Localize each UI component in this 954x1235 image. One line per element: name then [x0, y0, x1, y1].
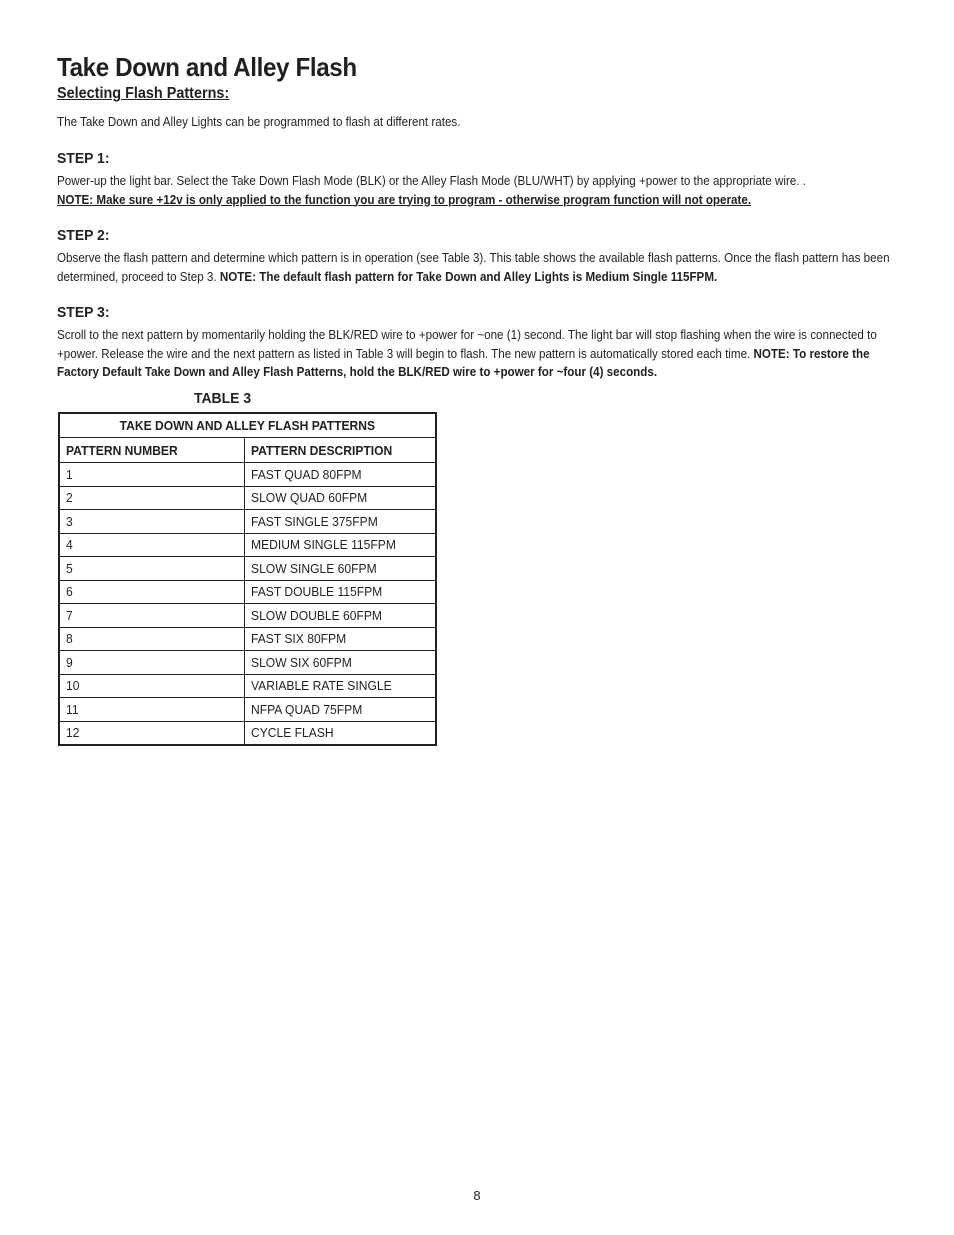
step-2-text	[57, 249, 894, 286]
step-2-note: NOTE: The default flash pattern for Take Down and Alley Lights is Medium Single 115FPM.	[219, 269, 718, 284]
step-2-heading: STEP 2:	[57, 227, 110, 244]
table-row	[59, 463, 436, 487]
step-1-heading: STEP 1:	[57, 150, 110, 167]
step-3-text	[57, 326, 894, 382]
table-row	[59, 510, 436, 534]
section-subtitle: Selecting Flash Patterns:	[57, 85, 230, 102]
table-row	[59, 627, 436, 651]
pattern-number-cell: 5	[59, 557, 245, 581]
pattern-number-cell: 6	[59, 580, 245, 604]
step-1-section	[57, 149, 897, 209]
pattern-description-cell: FAST QUAD 80FPM	[245, 463, 437, 487]
column-header-pattern-description: PATTERN DESCRIPTION	[245, 438, 437, 463]
pattern-number-cell: 7	[59, 604, 245, 628]
table-header: TAKE DOWN AND ALLEY FLASH PATTERNS	[59, 413, 436, 438]
table-row	[59, 698, 436, 722]
pattern-number-cell: 9	[59, 651, 245, 675]
table-row	[59, 604, 436, 628]
step-3-section	[57, 303, 897, 382]
table-caption: TABLE 3	[194, 390, 252, 407]
pattern-description-cell: VARIABLE RATE SINGLE	[245, 674, 437, 698]
pattern-number-cell: 12	[59, 721, 245, 745]
flash-patterns-table	[58, 412, 437, 746]
pattern-description-cell: SLOW SINGLE 60FPM	[245, 557, 437, 581]
pattern-description-cell: MEDIUM SINGLE 115FPM	[245, 533, 437, 557]
step-3-note: NOTE: To restore the Factory Default Take Down and Alley Flash Patterns, hold the BLK/RED wire to +power for ~four (4) seconds.	[57, 346, 870, 379]
step-1-note: NOTE: Make sure +12v is only applied to the function you are trying to program - otherwise program function will not operate.	[57, 192, 752, 207]
pattern-description-cell: FAST SINGLE 375FPM	[245, 510, 437, 534]
pattern-description-cell: SLOW SIX 60FPM	[245, 651, 437, 675]
step-3-body: Scroll to the next pattern by momentarily holding the BLK/RED wire to +power for ~one (1) second. The light bar will stop flashing when the wire is connected to +power. Release the wire and the next pattern as listed in Table 3 will begin to flash. The new pattern is automatically stored each time.	[57, 328, 877, 361]
pattern-number-cell: 4	[59, 533, 245, 557]
pattern-description-cell: SLOW QUAD 60FPM	[245, 486, 437, 510]
pattern-description-cell: CYCLE FLASH	[245, 721, 437, 745]
pattern-number-cell: 1	[59, 463, 245, 487]
pattern-description-cell: SLOW DOUBLE 60FPM	[245, 604, 437, 628]
pattern-number-cell: 11	[59, 698, 245, 722]
step-2-section	[57, 226, 897, 286]
pattern-number-cell: 10	[59, 674, 245, 698]
step-1-text	[57, 172, 894, 209]
table-row	[59, 721, 436, 745]
step-2-body: Observe the flash pattern and determine which pattern is in operation (see Table 3). This table shows the available flash patterns. Once the flash pattern has been determined, proceed to Step 3.	[57, 251, 890, 284]
step-3-heading: STEP 3:	[57, 304, 110, 321]
pattern-description-cell: FAST SIX 80FPM	[245, 627, 437, 651]
pattern-description-cell: FAST DOUBLE 115FPM	[245, 580, 437, 604]
pattern-number-cell: 8	[59, 627, 245, 651]
table-row	[59, 651, 436, 675]
page-title: Take Down and Alley Flash	[57, 52, 357, 82]
table-row	[59, 486, 436, 510]
table-row	[59, 557, 436, 581]
document-page	[57, 50, 897, 382]
pattern-number-cell: 3	[59, 510, 245, 534]
page-number: 8	[473, 1188, 481, 1203]
table-row	[59, 580, 436, 604]
table-row	[59, 533, 436, 557]
intro-text: The Take Down and Alley Lights can be programmed to flash at different rates.	[57, 115, 461, 129]
column-header-pattern-number: PATTERN NUMBER	[59, 438, 245, 463]
pattern-number-cell: 2	[59, 486, 245, 510]
step-1-body: Power-up the light bar. Select the Take Down Flash Mode (BLK) or the Alley Flash Mode (BLU/WHT) by applying +power to the appropriate wire. .	[57, 174, 806, 188]
table-row	[59, 674, 436, 698]
pattern-description-cell: NFPA QUAD 75FPM	[245, 698, 437, 722]
